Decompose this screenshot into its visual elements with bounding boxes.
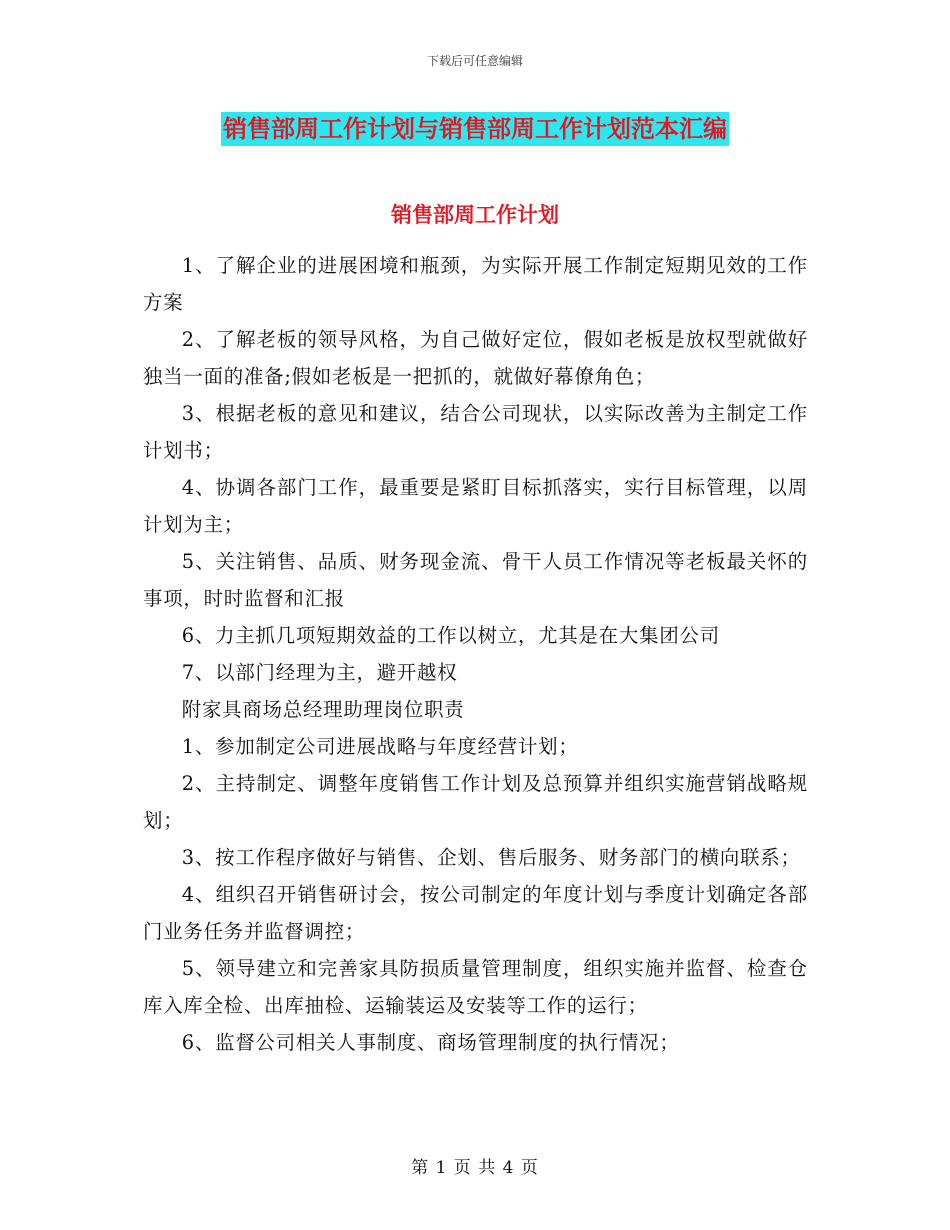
document-title-container: [0, 112, 950, 146]
paragraph: 4、协调各部门工作，最重要是紧盯目标抓落实，实行目标管理，以周计划为主；: [143, 476, 808, 536]
page-number: 第 1 页 共 4 页: [411, 1158, 539, 1178]
paragraph: 1、了解企业的进展困境和瓶颈，为实际开展工作制定短期见效的工作方案: [143, 254, 808, 314]
document-body: [143, 247, 808, 1061]
paragraph: 6、监督公司相关人事制度、商场管理制度的执行情况；: [181, 1031, 680, 1054]
paragraph: 附家具商场总经理助理岗位职责: [181, 698, 465, 721]
paragraph: 4、组织召开销售研讨会，按公司制定的年度计划与季度计划确定各部门业务任务并监督调控；: [143, 883, 808, 943]
paragraph: 6、力主抓几项短期效益的工作以树立，尤其是在大集团公司: [181, 624, 720, 647]
paragraph: 5、领导建立和完善家具防损质量管理制度，组织实施并监督、检查仓库入库全检、出库抽检、运输装运及安装等工作的运行；: [143, 957, 808, 1017]
page-header: 下载后可任意编辑: [426, 54, 523, 68]
section-title: 销售部周工作计划: [391, 203, 559, 227]
paragraph: 3、按工作程序做好与销售、企划、售后服务、财务部门的横向联系；: [181, 846, 801, 869]
paragraph: 7、以部门经理为主，避开越权: [181, 661, 458, 684]
paragraph: 3、根据老板的意见和建议，结合公司现状，以实际改善为主制定工作计划书；: [143, 402, 808, 462]
document-title: 销售部周工作计划与销售部周工作计划范本汇编: [221, 112, 729, 146]
paragraph: 1、参加制定公司进展战略与年度经营计划；: [181, 735, 579, 758]
paragraph: 2、了解老板的领导风格，为自己做好定位，假如老板是放权型就做好独当一面的准备;假如老板是一把抓的，就做好幕僚角色；: [143, 328, 808, 388]
paragraph: 2、主持制定、调整年度销售工作计划及总预算并组织实施营销战略规划；: [143, 772, 808, 832]
paragraph: 5、关注销售、品质、财务现金流、骨干人员工作情况等老板最关怀的事项，时时监督和汇报: [143, 550, 808, 610]
